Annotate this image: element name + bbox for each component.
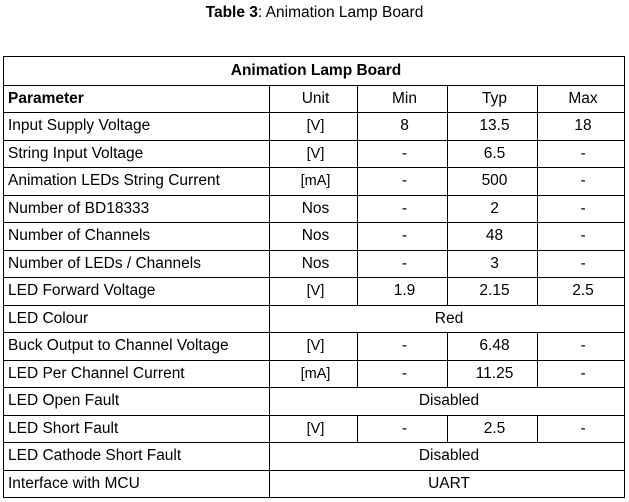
cell-parameter: Input Supply Voltage bbox=[4, 113, 270, 141]
cell-typ: 13.5 bbox=[448, 113, 538, 141]
cell-typ: 500 bbox=[448, 168, 538, 196]
cell-typ: 2 bbox=[448, 195, 538, 223]
cell-typ: 2.5 bbox=[448, 415, 538, 443]
table-row bbox=[4, 333, 625, 361]
cell-max: - bbox=[538, 333, 625, 361]
cell-unit: Nos bbox=[270, 250, 358, 278]
spec-table-body bbox=[4, 57, 625, 498]
cell-parameter: Number of LEDs / Channels bbox=[4, 250, 270, 278]
header-max: Max bbox=[538, 85, 625, 113]
table-row bbox=[4, 250, 625, 278]
table-row bbox=[4, 223, 625, 251]
cell-parameter: Number of Channels bbox=[4, 223, 270, 251]
cell-min: - bbox=[358, 168, 448, 196]
cell-max: - bbox=[538, 250, 625, 278]
table-row bbox=[4, 360, 625, 388]
cell-value: UART bbox=[270, 470, 625, 498]
cell-parameter: Interface with MCU bbox=[4, 470, 270, 498]
cell-parameter: String Input Voltage bbox=[4, 140, 270, 168]
cell-value: Red bbox=[270, 305, 625, 333]
table-row bbox=[4, 443, 625, 471]
spec-table bbox=[3, 56, 625, 498]
cell-max: - bbox=[538, 140, 625, 168]
cell-max: - bbox=[538, 415, 625, 443]
cell-min: 8 bbox=[358, 113, 448, 141]
cell-unit: Nos bbox=[270, 223, 358, 251]
cell-parameter: LED Per Channel Current bbox=[4, 360, 270, 388]
header-min: Min bbox=[358, 85, 448, 113]
table-caption bbox=[0, 3, 629, 23]
table-row bbox=[4, 415, 625, 443]
table-row bbox=[4, 113, 625, 141]
header-parameter: Parameter bbox=[4, 85, 270, 113]
table-row bbox=[4, 278, 625, 306]
cell-typ: 6.5 bbox=[448, 140, 538, 168]
cell-unit: [V] bbox=[270, 278, 358, 306]
cell-typ: 48 bbox=[448, 223, 538, 251]
cell-unit: [V] bbox=[270, 415, 358, 443]
cell-parameter: LED Cathode Short Fault bbox=[4, 443, 270, 471]
cell-min: - bbox=[358, 415, 448, 443]
cell-min: - bbox=[358, 250, 448, 278]
cell-value: Disabled bbox=[270, 443, 625, 471]
cell-parameter: Animation LEDs String Current bbox=[4, 168, 270, 196]
cell-unit: Nos bbox=[270, 195, 358, 223]
cell-max: 2.5 bbox=[538, 278, 625, 306]
table-number: Table 3 bbox=[205, 4, 258, 21]
cell-min: - bbox=[358, 223, 448, 251]
cell-typ: 11.25 bbox=[448, 360, 538, 388]
cell-unit: [mA] bbox=[270, 168, 358, 196]
table-row bbox=[4, 470, 625, 498]
cell-min: - bbox=[358, 140, 448, 168]
cell-parameter: LED Short Fault bbox=[4, 415, 270, 443]
cell-max: - bbox=[538, 223, 625, 251]
cell-unit: [V] bbox=[270, 140, 358, 168]
table-header-row bbox=[4, 85, 625, 113]
cell-parameter: Buck Output to Channel Voltage bbox=[4, 333, 270, 361]
cell-parameter: Number of BD18333 bbox=[4, 195, 270, 223]
table-title-row bbox=[4, 57, 625, 86]
cell-parameter: LED Colour bbox=[4, 305, 270, 333]
table-caption-text: : Animation Lamp Board bbox=[257, 4, 424, 21]
header-unit: Unit bbox=[270, 85, 358, 113]
table-row bbox=[4, 140, 625, 168]
cell-min: - bbox=[358, 360, 448, 388]
cell-value: Disabled bbox=[270, 388, 625, 416]
cell-max: - bbox=[538, 195, 625, 223]
cell-max: - bbox=[538, 360, 625, 388]
table-row bbox=[4, 305, 625, 333]
table-row bbox=[4, 195, 625, 223]
cell-parameter: LED Forward Voltage bbox=[4, 278, 270, 306]
header-typ: Typ bbox=[448, 85, 538, 113]
cell-typ: 3 bbox=[448, 250, 538, 278]
table-row bbox=[4, 168, 625, 196]
cell-min: 1.9 bbox=[358, 278, 448, 306]
table-row bbox=[4, 388, 625, 416]
cell-unit: [mA] bbox=[270, 360, 358, 388]
cell-max: - bbox=[538, 168, 625, 196]
cell-min: - bbox=[358, 195, 448, 223]
cell-parameter: LED Open Fault bbox=[4, 388, 270, 416]
cell-unit: [V] bbox=[270, 333, 358, 361]
cell-typ: 2.15 bbox=[448, 278, 538, 306]
cell-min: - bbox=[358, 333, 448, 361]
cell-unit: [V] bbox=[270, 113, 358, 141]
cell-typ: 6.48 bbox=[448, 333, 538, 361]
table-title: Animation Lamp Board bbox=[4, 57, 625, 86]
cell-max: 18 bbox=[538, 113, 625, 141]
